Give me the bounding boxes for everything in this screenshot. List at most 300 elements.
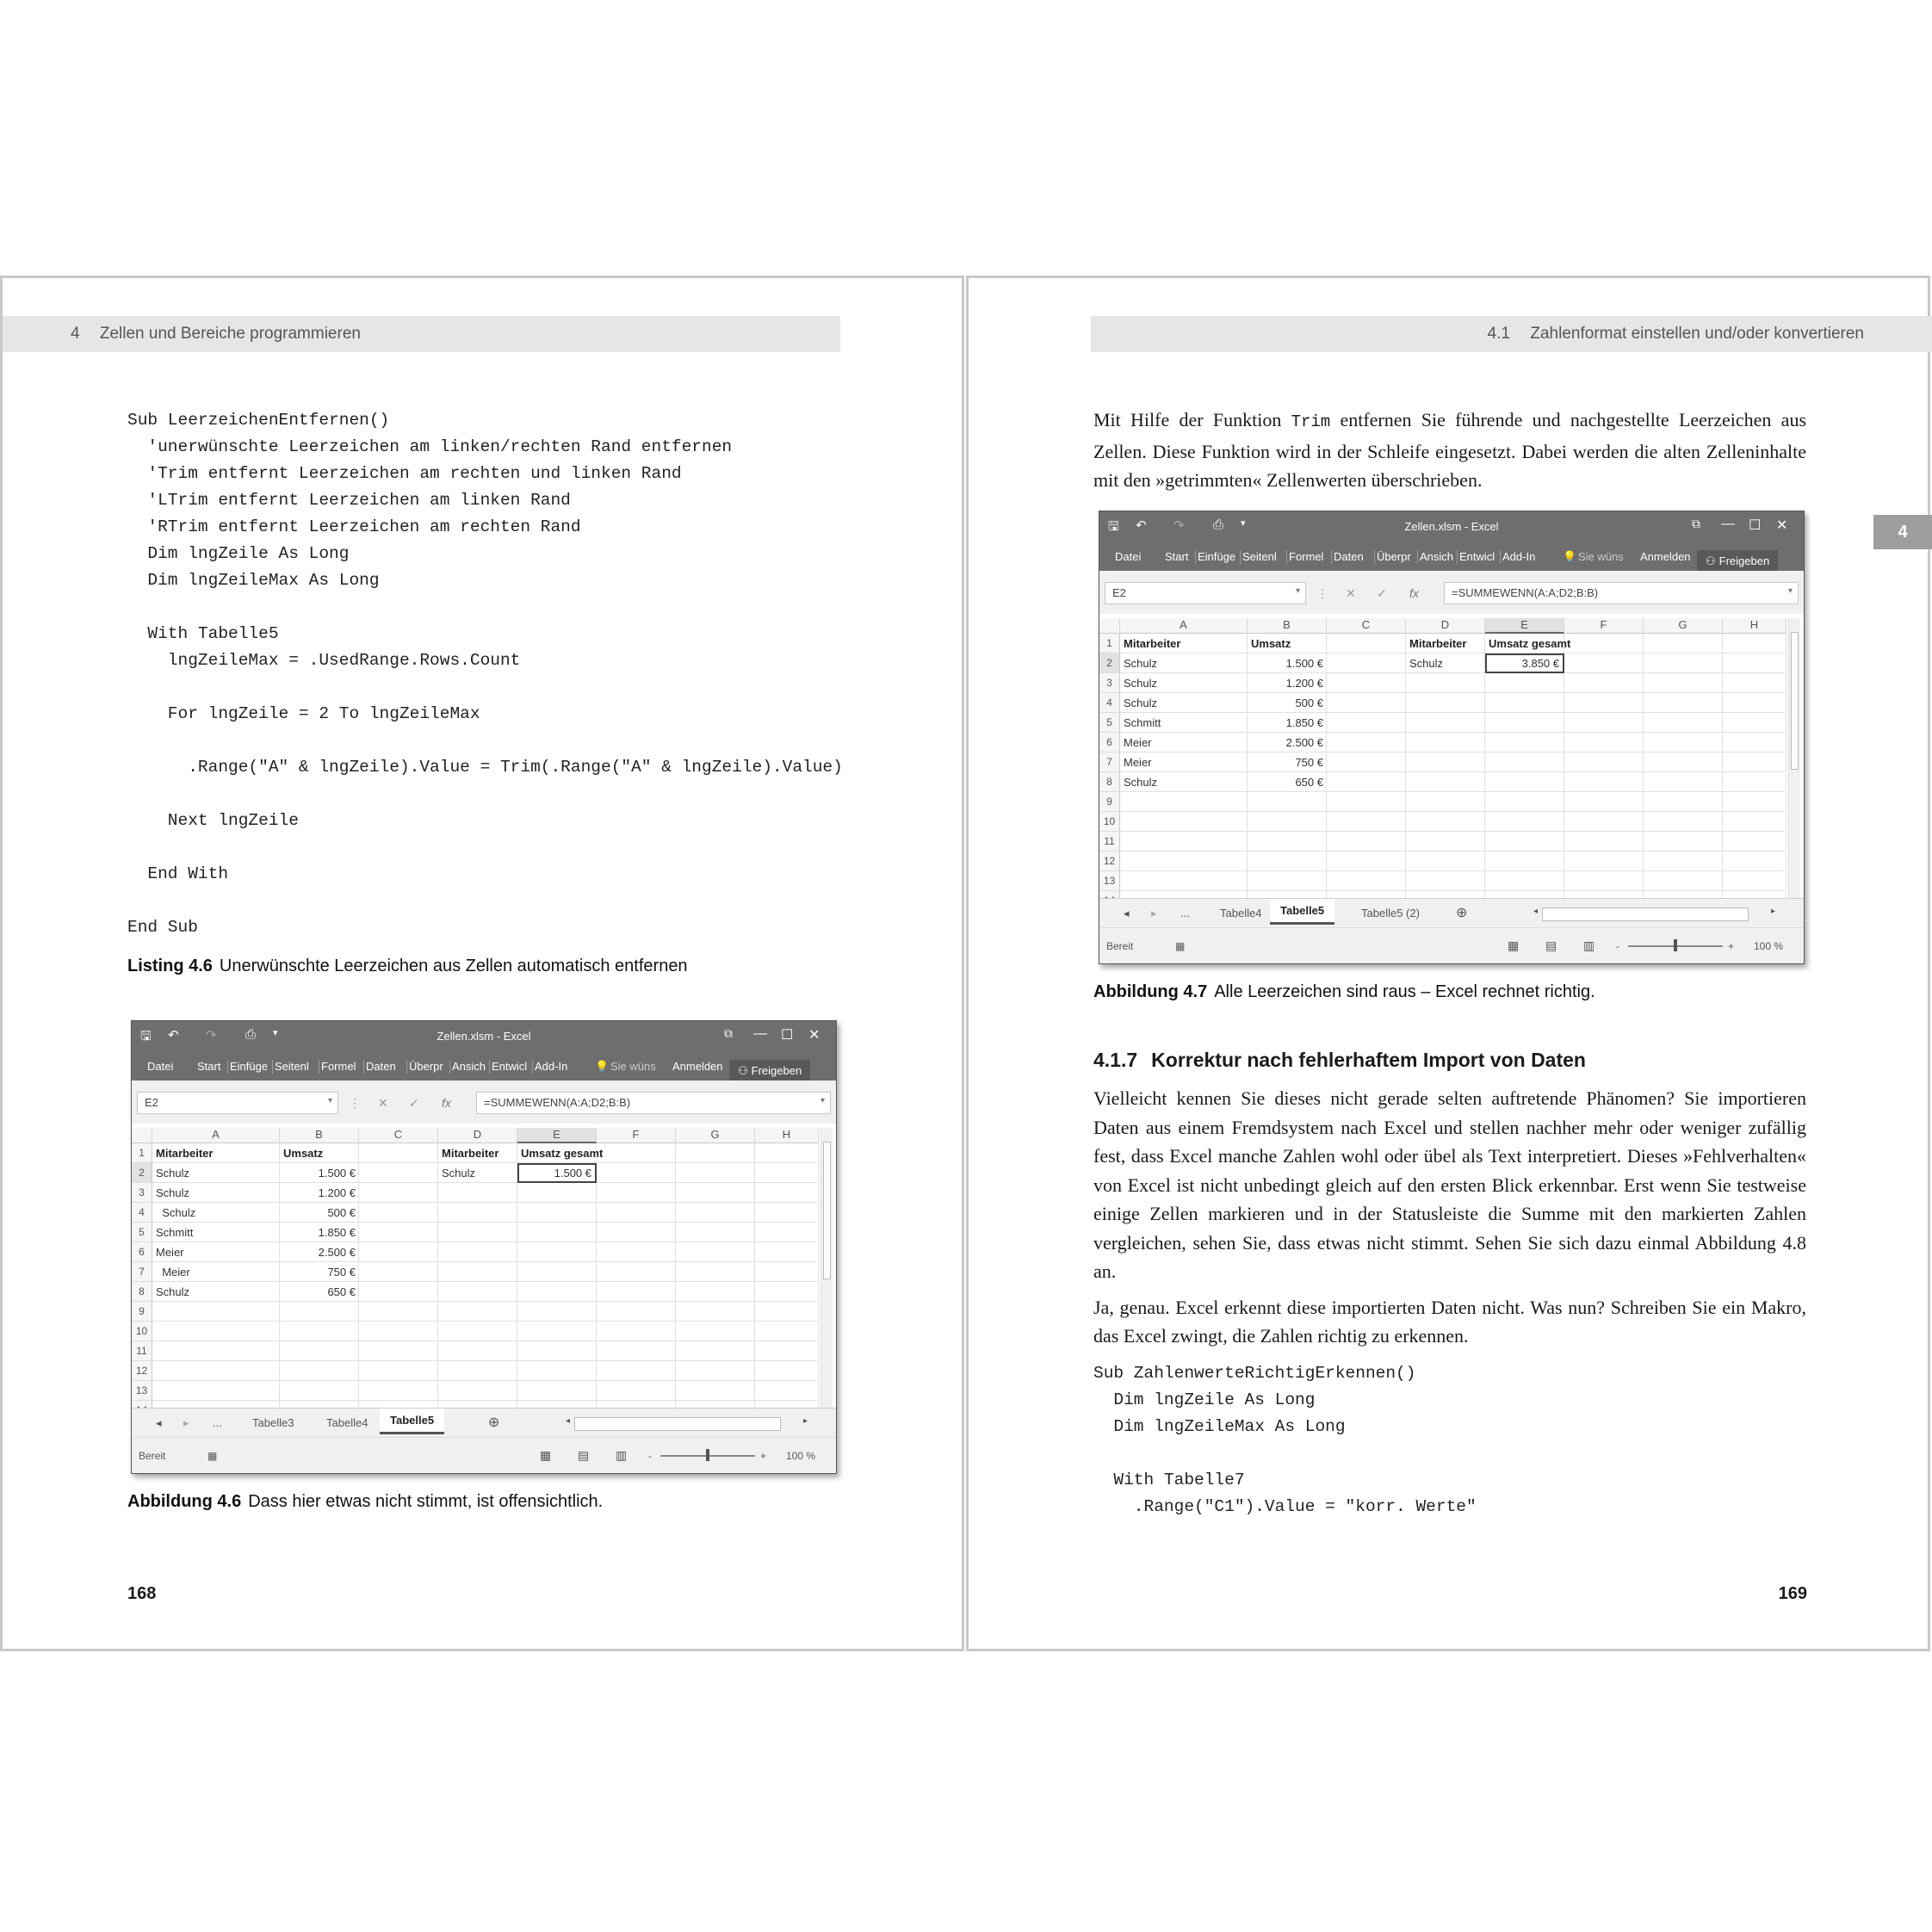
listing-code bbox=[127, 407, 843, 941]
cell[interactable]: Meier bbox=[156, 1266, 190, 1279]
cell[interactable]: 1.500 € bbox=[1285, 657, 1323, 670]
cell[interactable]: Schulz bbox=[1124, 776, 1158, 789]
column-header[interactable]: H bbox=[755, 1128, 819, 1143]
row-header[interactable]: 7 bbox=[1099, 752, 1120, 772]
save-icon[interactable]: 🖫 bbox=[140, 1029, 152, 1043]
figure-caption-4-6 bbox=[127, 1492, 603, 1512]
excel-window-fig-4-7 bbox=[1099, 511, 1805, 964]
status-ready: Bereit bbox=[139, 1450, 166, 1462]
column-header[interactable]: A bbox=[152, 1128, 280, 1143]
row-header[interactable]: 13 bbox=[132, 1381, 152, 1401]
cell[interactable]: 2.500 € bbox=[1285, 736, 1323, 749]
column-header[interactable]: B bbox=[280, 1128, 359, 1143]
row-header[interactable]: 7 bbox=[132, 1262, 152, 1282]
more-icon: ⋮ bbox=[1316, 586, 1328, 600]
column-header[interactable]: E bbox=[517, 1128, 597, 1143]
cancel-icon[interactable]: ✕ bbox=[1346, 586, 1356, 600]
sheet-tab-bar bbox=[1099, 898, 1804, 927]
ribbon-tab[interactable]: Ansich bbox=[452, 1060, 486, 1073]
row-gridline bbox=[152, 1281, 817, 1282]
maximize-icon[interactable]: ☐ bbox=[1749, 518, 1762, 533]
cell[interactable]: Meier bbox=[1124, 736, 1152, 749]
ribbon-tab[interactable]: Einfüge bbox=[230, 1060, 269, 1073]
ribbon-separator bbox=[227, 1060, 228, 1074]
figure-text: Dass hier etwas nicht stimmt, ist offensichtlich. bbox=[248, 1492, 604, 1511]
row-header[interactable]: 10 bbox=[132, 1322, 152, 1341]
body-paragraphs bbox=[1093, 1084, 1806, 1358]
row-gridline bbox=[152, 1182, 817, 1183]
section-number: 4.1 bbox=[1487, 325, 1511, 343]
ribbon-tab[interactable]: Start bbox=[1165, 550, 1189, 563]
code-line: .Range("A" & lngZeile).Value = Trim(.Range("A" & lngZeile).Value) bbox=[127, 758, 843, 777]
column-gridline bbox=[1326, 634, 1327, 898]
row-header[interactable]: 1 bbox=[132, 1143, 152, 1163]
row-gridline bbox=[152, 1400, 817, 1401]
code-line: End Sub bbox=[127, 918, 198, 937]
column-header[interactable]: D bbox=[438, 1128, 517, 1143]
selected-cell-e2[interactable] bbox=[517, 1163, 597, 1183]
ribbon-tabs bbox=[132, 1053, 836, 1081]
code-line bbox=[127, 728, 843, 754]
lightbulb-icon[interactable]: 💡 bbox=[1563, 550, 1577, 563]
zoom-out-icon[interactable]: - bbox=[1616, 940, 1619, 952]
listing-text: Unerwünschte Leerzeichen aus Zellen automatisch entfernen bbox=[219, 957, 688, 975]
inline-code-trim: Trim bbox=[1291, 412, 1331, 431]
column-header[interactable]: D bbox=[1406, 618, 1485, 634]
listing-caption bbox=[127, 957, 688, 976]
spreadsheet-grid[interactable] bbox=[1099, 618, 1804, 898]
cell[interactable]: 1.850 € bbox=[1285, 716, 1323, 729]
undo-icon[interactable]: ↶ bbox=[1136, 518, 1147, 533]
column-header[interactable]: C bbox=[359, 1128, 438, 1143]
ribbon-separator bbox=[489, 1060, 490, 1074]
row-header[interactable]: 9 bbox=[1099, 792, 1120, 812]
plus-circle-icon[interactable]: ⊕ bbox=[488, 1415, 500, 1430]
name-box[interactable] bbox=[1105, 582, 1306, 604]
ribbon-separator bbox=[406, 1060, 407, 1074]
left-page bbox=[0, 276, 964, 1651]
intro-paragraph bbox=[1093, 406, 1806, 502]
code-line: 'unerwünschte Leerzeichen am linken/rechten Rand entfernen bbox=[127, 437, 733, 456]
cell[interactable]: 500 € bbox=[1295, 697, 1323, 709]
cell[interactable]: Umsatz gesamt bbox=[1489, 637, 1571, 650]
row-header[interactable]: 3 bbox=[132, 1183, 152, 1203]
column-header[interactable]: F bbox=[1564, 618, 1644, 634]
ribbon-tab[interactable]: Add-In bbox=[535, 1060, 568, 1073]
code-line bbox=[127, 594, 843, 621]
insert-function-icon[interactable]: fx bbox=[442, 1096, 451, 1110]
redo-icon[interactable]: ↷ bbox=[1173, 518, 1185, 533]
code-line: 'RTrim entfernt Leerzeichen am rechten Rand bbox=[127, 517, 581, 536]
scroll-left-icon[interactable]: ◂ bbox=[1124, 907, 1130, 920]
ribbon-separator bbox=[1331, 550, 1332, 564]
code-line: .Range("C1").Value = "korr. Werte" bbox=[1093, 1497, 1477, 1516]
cell[interactable]: 1.500 € bbox=[318, 1167, 356, 1180]
cell[interactable]: Schulz bbox=[1124, 697, 1158, 709]
name-box[interactable] bbox=[137, 1092, 338, 1114]
row-gridline bbox=[1120, 890, 1785, 891]
ribbon-separator bbox=[363, 1060, 364, 1074]
ribbon-tab[interactable]: Datei bbox=[1115, 550, 1142, 563]
row-header[interactable]: 5 bbox=[132, 1223, 152, 1242]
sheet-tab[interactable]: Tabelle4 bbox=[1220, 907, 1262, 920]
ribbon-separator bbox=[1374, 550, 1375, 564]
row-header[interactable]: 12 bbox=[132, 1361, 152, 1381]
column-header[interactable]: C bbox=[1327, 618, 1406, 634]
row-header[interactable]: 11 bbox=[132, 1341, 152, 1361]
customize-qat-icon[interactable]: ▾ bbox=[1241, 518, 1246, 529]
cell[interactable]: 2.500 € bbox=[318, 1246, 356, 1259]
ribbon-tab[interactable]: Seitenl bbox=[1242, 550, 1277, 563]
row-gridline bbox=[152, 1380, 817, 1381]
ribbon-separator bbox=[1457, 550, 1458, 564]
close-icon[interactable]: ✕ bbox=[808, 1028, 820, 1043]
column-header[interactable]: G bbox=[1644, 618, 1723, 634]
person-icon: ⚇ bbox=[738, 1064, 748, 1077]
ribbon-tab[interactable]: Einfüge bbox=[1198, 550, 1236, 563]
column-header[interactable]: A bbox=[1120, 618, 1248, 634]
tell-me-box[interactable]: Sie wüns bbox=[610, 1060, 656, 1073]
share-label: Freigeben bbox=[1718, 554, 1770, 567]
ribbon-tab[interactable]: Formel bbox=[321, 1060, 356, 1073]
chevron-down-icon[interactable]: ▾ bbox=[327, 1096, 332, 1105]
sheet-tab[interactable]: Tabelle3 bbox=[252, 1416, 294, 1429]
select-all-corner[interactable] bbox=[132, 1128, 152, 1143]
cell[interactable]: Meier bbox=[156, 1246, 184, 1259]
sheet-tab[interactable]: Tabelle5 (2) bbox=[1361, 907, 1420, 920]
paragraph: Ja, genau. Excel erkennt diese importierten Daten nicht. Was nun? Schreiben Sie ein Makro, das Excel zwingt, die Zahlen richtig zu erkennen. bbox=[1093, 1296, 1806, 1347]
column-header[interactable]: B bbox=[1248, 618, 1327, 634]
code-listing bbox=[1093, 1360, 1477, 1520]
ribbon-tab[interactable]: Daten bbox=[366, 1060, 396, 1073]
listing-label: Listing 4.6 bbox=[127, 957, 213, 975]
plus-circle-icon[interactable]: ⊕ bbox=[1456, 906, 1468, 920]
column-header[interactable]: F bbox=[597, 1128, 676, 1143]
cell[interactable]: 1.850 € bbox=[318, 1226, 356, 1239]
row-header[interactable]: 8 bbox=[132, 1282, 152, 1302]
row-header[interactable]: 8 bbox=[1099, 772, 1120, 792]
code-line bbox=[1093, 1440, 1477, 1467]
customize-qat-icon[interactable]: ▾ bbox=[273, 1028, 278, 1038]
row-header[interactable]: 12 bbox=[1099, 851, 1120, 871]
column-gridline bbox=[818, 1143, 819, 1408]
column-gridline bbox=[358, 1143, 359, 1408]
zoom-out-icon[interactable]: - bbox=[648, 1450, 652, 1462]
ribbon-display-icon[interactable]: ⧉ bbox=[724, 1026, 733, 1040]
vertical-scrollbar[interactable] bbox=[1788, 618, 1800, 898]
figure-caption-4-7 bbox=[1093, 982, 1595, 1002]
code-line bbox=[127, 834, 843, 861]
cell[interactable]: Schulz bbox=[156, 1167, 190, 1180]
sign-in-link[interactable]: Anmelden bbox=[1640, 550, 1691, 563]
paragraph: Vielleicht kennen Sie dieses nicht gerade selten auftretende Phänomen? Sie importieren Daten aus einem Fremdsystem nach Excel und stellen nachher mehr oder weniger zufällig fest, dass Excel manche Zahlen wohl oder übel als Text interpretiert. Dieses »Fehlverhalten« von Excel ist nicht unbedingt gleich auf den ersten Blick erkennbar. Erst wenn Sie testweise einige Zellen markieren und in der Statusleiste die Summe mit den markierten Zahlen vergleichen, sehen Sie, dass etwas nicht stimmt. Sehen Sie sich dazu einmal Abbildung 4.8 an. bbox=[1093, 1087, 1806, 1282]
ribbon-tabs bbox=[1099, 543, 1804, 571]
scrollbar-thumb[interactable] bbox=[823, 1142, 831, 1279]
formula-value: =SUMMEWENN(A:A;D2;B:B) bbox=[1452, 586, 1599, 599]
cell[interactable]: 650 € bbox=[1295, 776, 1323, 789]
selected-cell-e2[interactable] bbox=[1485, 653, 1564, 673]
row-header[interactable]: 11 bbox=[1099, 832, 1120, 851]
row-gridline bbox=[1120, 712, 1785, 713]
ribbon-separator bbox=[1240, 550, 1241, 564]
maximize-icon[interactable]: ☐ bbox=[781, 1028, 794, 1043]
horizontal-scrollbar[interactable] bbox=[574, 1417, 781, 1431]
cell-value: 3.850 € bbox=[1521, 657, 1559, 670]
enter-icon[interactable]: ✓ bbox=[1377, 586, 1387, 600]
page-layout-icon[interactable]: ▤ bbox=[1545, 938, 1557, 952]
window-title: Zellen.xlsm - Excel bbox=[437, 1030, 531, 1043]
ribbon-tab[interactable]: Entwicl bbox=[492, 1060, 528, 1073]
row-header[interactable]: 13 bbox=[1099, 871, 1120, 891]
row-gridline bbox=[1120, 692, 1785, 693]
code-line bbox=[127, 674, 843, 701]
row-header[interactable]: 9 bbox=[132, 1302, 152, 1322]
person-icon: ⚇ bbox=[1706, 554, 1716, 567]
column-header[interactable]: G bbox=[676, 1128, 755, 1143]
undo-icon[interactable]: ↶ bbox=[168, 1028, 179, 1043]
ribbon-separator bbox=[532, 1060, 533, 1074]
cell[interactable]: 650 € bbox=[327, 1285, 356, 1298]
ribbon-tab[interactable]: Datei bbox=[147, 1060, 174, 1073]
row-header[interactable]: 4 bbox=[1099, 693, 1120, 713]
running-head bbox=[3, 316, 840, 352]
status-ready: Bereit bbox=[1106, 940, 1134, 952]
heading-number: 4.1.7 bbox=[1093, 1049, 1138, 1071]
row-header[interactable]: 1 bbox=[1099, 634, 1120, 653]
row-gridline bbox=[1120, 811, 1785, 812]
cell[interactable]: Schulz bbox=[156, 1206, 196, 1219]
figure-label: Abbildung 4.7 bbox=[1093, 982, 1208, 1001]
ribbon-separator bbox=[1500, 550, 1501, 564]
cell[interactable]: 1.200 € bbox=[1285, 677, 1323, 690]
sign-in-link[interactable]: Anmelden bbox=[672, 1060, 723, 1073]
code-line: With Tabelle5 bbox=[127, 624, 279, 643]
cell[interactable]: 750 € bbox=[1295, 756, 1323, 769]
more-sheets[interactable]: ... bbox=[1180, 907, 1190, 920]
cell[interactable]: Schulz bbox=[156, 1186, 190, 1199]
running-head bbox=[1091, 316, 1932, 352]
figure-label: Abbildung 4.6 bbox=[127, 1492, 242, 1511]
code-line: Dim lngZeile As Long bbox=[1093, 1390, 1316, 1409]
page-number: 168 bbox=[127, 1584, 157, 1603]
scroll-right-icon[interactable]: ▸ bbox=[183, 1416, 189, 1429]
intro-text-after: entfernen Sie führende und nachgestellte Leerzeichen aus Zellen. Diese Funktion wird in der Schleife eingesetzt. Dabei werden die alten Zelleninhalte mit den »getrimmten« Zellenwerten überschrieben. bbox=[1093, 409, 1807, 491]
row-header[interactable]: 3 bbox=[1099, 673, 1120, 693]
cell[interactable]: Umsatz bbox=[283, 1147, 324, 1160]
chevron-down-icon[interactable]: ▾ bbox=[1295, 586, 1300, 596]
tell-me-box[interactable]: Sie wüns bbox=[1578, 550, 1624, 563]
cell[interactable]: 1.200 € bbox=[318, 1186, 356, 1199]
close-icon[interactable]: ✕ bbox=[1776, 518, 1788, 533]
expand-formula-icon[interactable]: ▾ bbox=[820, 1096, 825, 1105]
column-gridline bbox=[754, 1143, 755, 1408]
cell[interactable]: Mitarbeiter bbox=[442, 1147, 499, 1160]
row-gridline bbox=[152, 1202, 817, 1203]
minimize-icon[interactable]: — bbox=[1721, 517, 1735, 531]
title-bar bbox=[1099, 511, 1804, 543]
row-header[interactable]: 5 bbox=[1099, 713, 1120, 733]
zoom-in-icon[interactable]: + bbox=[1728, 940, 1735, 952]
cell[interactable]: Schulz bbox=[1124, 677, 1158, 690]
macro-record-icon[interactable]: ▦ bbox=[1175, 940, 1186, 952]
cell[interactable]: Umsatz gesamt bbox=[521, 1147, 604, 1160]
page-number: 169 bbox=[1778, 1584, 1807, 1603]
page-break-icon[interactable]: ▥ bbox=[616, 1448, 628, 1462]
chapter-title: Zellen und Bereiche programmieren bbox=[99, 325, 361, 343]
code-line: Dim lngZeile As Long bbox=[127, 544, 350, 563]
right-page bbox=[966, 276, 1930, 1651]
code-line: 'LTrim entfernt Leerzeichen am linken Rand bbox=[127, 491, 571, 510]
more-sheets[interactable]: ... bbox=[213, 1416, 222, 1429]
cell[interactable]: Schmitt bbox=[1124, 716, 1161, 729]
chapter-thumb-tab: 4 bbox=[1873, 515, 1932, 549]
code-line: With Tabelle7 bbox=[1093, 1471, 1245, 1489]
ribbon-tab[interactable]: Seitenl bbox=[275, 1060, 309, 1073]
zoom-level[interactable]: 100 % bbox=[1754, 940, 1784, 952]
formula-area bbox=[1099, 571, 1804, 614]
formula-area bbox=[132, 1081, 836, 1124]
sheet-tab[interactable]: Tabelle5 bbox=[380, 1409, 444, 1434]
excel-window-fig-4-6 bbox=[131, 1020, 837, 1474]
ribbon-tab[interactable]: Überpr bbox=[1377, 550, 1411, 563]
formula-input[interactable] bbox=[476, 1092, 831, 1114]
share-button[interactable] bbox=[1697, 550, 1778, 573]
sheet-tab-bar bbox=[132, 1408, 836, 1437]
row-header[interactable]: 6 bbox=[132, 1242, 152, 1262]
row-gridline bbox=[152, 1261, 817, 1262]
row-header[interactable]: 2 bbox=[1099, 653, 1120, 673]
save-icon[interactable]: 🖫 bbox=[1108, 519, 1119, 534]
ribbon-display-icon[interactable]: ⧉ bbox=[1692, 517, 1700, 530]
column-gridline bbox=[1722, 634, 1723, 898]
ribbon-tab[interactable]: Daten bbox=[1334, 550, 1364, 563]
ribbon-tab[interactable]: Ansich bbox=[1420, 550, 1454, 563]
spreadsheet-grid[interactable] bbox=[132, 1128, 836, 1408]
share-label: Freigeben bbox=[751, 1064, 802, 1077]
cell[interactable]: Umsatz bbox=[1251, 637, 1291, 650]
column-gridline bbox=[1405, 634, 1406, 898]
cell[interactable]: Schmitt bbox=[156, 1226, 194, 1239]
row-gridline bbox=[152, 1222, 817, 1223]
page-break-icon[interactable]: ▥ bbox=[1583, 938, 1595, 952]
enter-icon[interactable]: ✓ bbox=[409, 1096, 419, 1110]
scroll-left-icon[interactable]: ◂ bbox=[1533, 907, 1539, 916]
minimize-icon[interactable]: — bbox=[753, 1026, 767, 1041]
status-bar bbox=[132, 1437, 836, 1474]
formula-input[interactable] bbox=[1444, 582, 1799, 604]
row-gridline bbox=[152, 1360, 817, 1361]
zoom-level[interactable]: 100 % bbox=[786, 1450, 816, 1462]
cell[interactable]: Schulz bbox=[156, 1285, 190, 1298]
scroll-right-icon[interactable]: ▸ bbox=[1771, 907, 1776, 916]
code-line: Dim lngZeileMax As Long bbox=[1093, 1417, 1346, 1436]
column-header[interactable]: H bbox=[1723, 618, 1786, 634]
redo-icon[interactable]: ↷ bbox=[206, 1028, 217, 1043]
scrollbar-thumb[interactable] bbox=[1791, 632, 1799, 770]
zoom-slider-knob[interactable] bbox=[1674, 939, 1677, 951]
figure-text: Alle Leerzeichen sind raus – Excel rechnet richtig. bbox=[1214, 982, 1595, 1001]
sheet-tab[interactable]: Tabelle5 bbox=[1270, 899, 1334, 925]
section-title: Zahlenformat einstellen und/oder konvertieren bbox=[1530, 325, 1864, 343]
sheet-tab[interactable]: Tabelle4 bbox=[326, 1416, 368, 1429]
code-line: Next lngZeile bbox=[127, 811, 299, 830]
ribbon-tab[interactable]: Formel bbox=[1289, 550, 1324, 563]
share-button[interactable] bbox=[729, 1060, 810, 1082]
row-gridline bbox=[1120, 732, 1785, 733]
cell[interactable]: Mitarbeiter bbox=[1409, 637, 1467, 650]
print-preview-icon[interactable]: ⎙ bbox=[245, 1027, 257, 1042]
row-header[interactable]: 4 bbox=[132, 1203, 152, 1223]
more-icon: ⋮ bbox=[349, 1096, 361, 1110]
row-header[interactable]: 2 bbox=[132, 1163, 152, 1183]
name-box-value: E2 bbox=[145, 1096, 158, 1109]
print-preview-icon[interactable]: ⎙ bbox=[1213, 517, 1224, 532]
expand-formula-icon[interactable]: ▾ bbox=[1787, 586, 1793, 596]
column-header[interactable]: E bbox=[1485, 618, 1564, 634]
cell[interactable]: Schulz bbox=[442, 1167, 476, 1180]
cell[interactable]: Meier bbox=[1124, 756, 1152, 769]
macro-record-icon[interactable]: ▦ bbox=[207, 1450, 218, 1462]
row-gridline bbox=[1120, 831, 1785, 832]
row-header[interactable]: 6 bbox=[1099, 733, 1120, 752]
zoom-in-icon[interactable]: + bbox=[760, 1450, 767, 1462]
cancel-icon[interactable]: ✕ bbox=[378, 1096, 388, 1110]
page-layout-icon[interactable]: ▤ bbox=[578, 1448, 590, 1462]
vertical-scrollbar[interactable] bbox=[820, 1128, 833, 1408]
ribbon-separator bbox=[1195, 550, 1196, 564]
ribbon-separator bbox=[1286, 550, 1287, 564]
ribbon-separator bbox=[449, 1060, 450, 1074]
cell[interactable]: Mitarbeiter bbox=[156, 1147, 214, 1160]
select-all-corner[interactable] bbox=[1099, 618, 1120, 634]
scroll-left-icon[interactable]: ◂ bbox=[566, 1416, 571, 1426]
ribbon-tab[interactable]: Add-In bbox=[1502, 550, 1536, 563]
scroll-right-icon[interactable]: ▸ bbox=[1151, 907, 1157, 920]
lightbulb-icon[interactable]: 💡 bbox=[595, 1060, 610, 1073]
horizontal-scrollbar[interactable] bbox=[1542, 907, 1749, 921]
window-title: Zellen.xlsm - Excel bbox=[1404, 520, 1499, 533]
row-gridline bbox=[1120, 791, 1785, 792]
row-header[interactable]: 10 bbox=[1099, 812, 1120, 832]
scroll-left-icon[interactable]: ◂ bbox=[156, 1416, 162, 1429]
normal-view-icon[interactable]: ▦ bbox=[1508, 938, 1520, 952]
chapter-number: 4 bbox=[71, 325, 80, 343]
column-gridline bbox=[1643, 634, 1644, 898]
insert-function-icon[interactable]: fx bbox=[1409, 586, 1419, 600]
scroll-right-icon[interactable]: ▸ bbox=[803, 1416, 808, 1426]
code-line bbox=[127, 888, 843, 914]
code-line: Dim lngZeileMax As Long bbox=[127, 571, 380, 590]
status-bar bbox=[1099, 927, 1804, 964]
column-gridline bbox=[1484, 634, 1485, 898]
ribbon-tab[interactable]: Entwicl bbox=[1459, 550, 1495, 563]
row-gridline bbox=[152, 1301, 817, 1302]
row-gridline bbox=[1120, 672, 1785, 673]
cell[interactable]: 500 € bbox=[327, 1206, 356, 1219]
cell[interactable]: Schulz bbox=[1124, 657, 1158, 670]
zoom-slider-knob[interactable] bbox=[706, 1449, 709, 1461]
cell-value: 1.500 € bbox=[554, 1167, 591, 1180]
normal-view-icon[interactable]: ▦ bbox=[540, 1448, 552, 1462]
ribbon-tab[interactable]: Start bbox=[197, 1060, 221, 1073]
row-gridline bbox=[1120, 870, 1785, 871]
ribbon-tab[interactable]: Überpr bbox=[409, 1060, 443, 1073]
code-line: lngZeileMax = .UsedRange.Rows.Count bbox=[127, 651, 521, 670]
cell[interactable]: Mitarbeiter bbox=[1124, 637, 1181, 650]
cell[interactable]: Schulz bbox=[1409, 657, 1444, 670]
cell[interactable]: 750 € bbox=[327, 1266, 356, 1279]
code-line: Sub ZahlenwerteRichtigErkennen() bbox=[1093, 1364, 1416, 1383]
